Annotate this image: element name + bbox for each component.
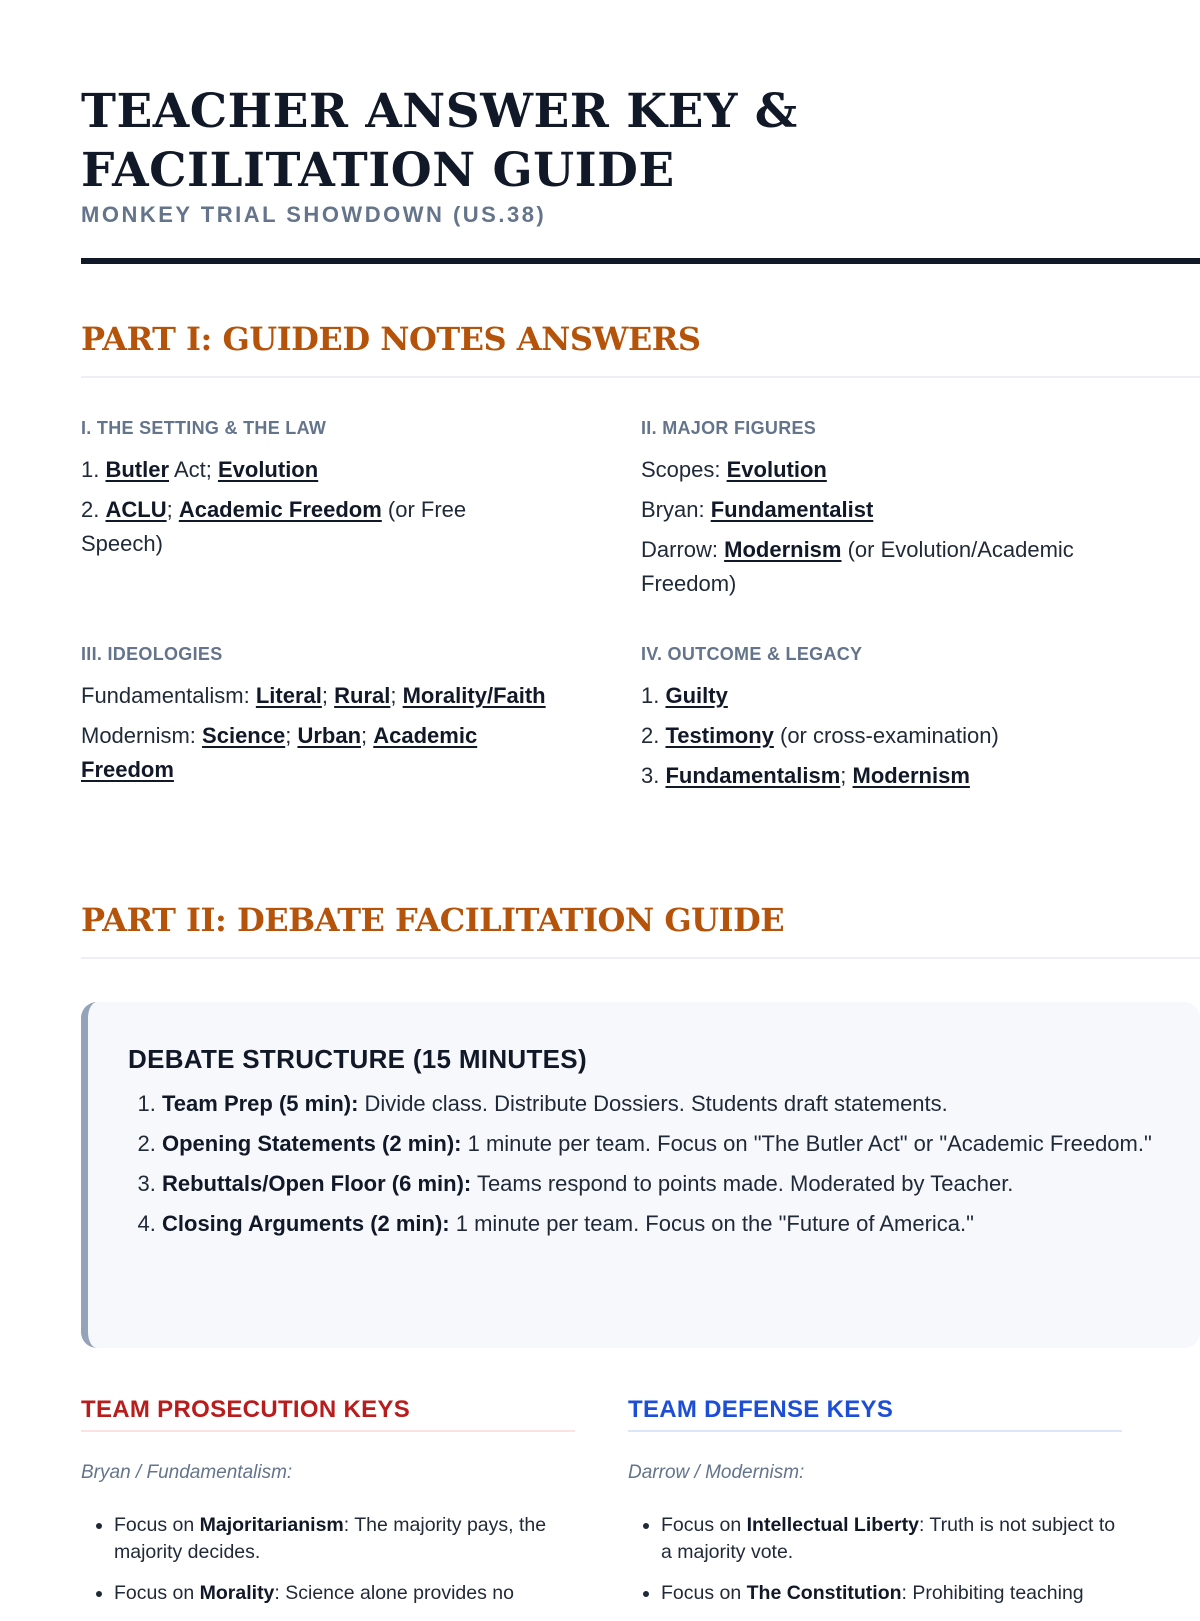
answer-line: [81, 719, 551, 787]
step-label: Team Prep (5 min):: [162, 1091, 359, 1116]
section-figures: [641, 418, 1111, 607]
answer-line: [641, 453, 1111, 487]
section-ideologies: [81, 644, 551, 793]
answer-term: Butler: [105, 457, 170, 482]
answer-term: Modernism: [852, 763, 970, 788]
page-subtitle: MONKEY TRIAL SHOWDOWN (US.38): [81, 202, 547, 227]
answer-label: Fundamentalism:: [81, 683, 256, 708]
point-text: : Truth is not subject to a majority vote.: [661, 1514, 1116, 1563]
answer-line: [81, 453, 551, 487]
answer-term: Urban: [297, 723, 362, 748]
answer-text: Act;: [169, 457, 218, 482]
debate-step: [162, 1127, 1156, 1161]
answer-label: Bryan:: [641, 497, 711, 522]
list-item: [114, 1580, 575, 1607]
answer-text: (or Free Speech): [81, 497, 467, 556]
separator: ;: [361, 723, 374, 748]
defense-keys: [628, 1396, 1122, 1621]
answer-term: Modernism: [724, 537, 842, 562]
point-key: Morality: [199, 1582, 275, 1604]
step-text: Teams respond to points made. Moderated by Teacher.: [471, 1171, 1014, 1196]
answer-term: ACLU: [105, 497, 167, 522]
debate-step: [162, 1167, 1156, 1201]
section-setting: [81, 418, 551, 567]
page-title: TEACHER ANSWER KEY & FACILITATION GUIDE: [81, 84, 798, 198]
answer-term: Literal: [255, 683, 322, 708]
defense-points: [628, 1512, 1122, 1607]
answer-line: [641, 493, 1111, 527]
section-outcome: [641, 644, 1111, 799]
part-two-divider: [81, 957, 1200, 959]
point-key: Intellectual Liberty: [746, 1514, 919, 1536]
part-one-heading: PART I: GUIDED NOTES ANSWERS: [81, 320, 701, 358]
answer-label: Modernism:: [81, 723, 203, 748]
answer-label: Darrow:: [641, 537, 725, 562]
step-text: Divide class. Distribute Dossiers. Students draft statements.: [358, 1091, 948, 1116]
answer-label: Scopes:: [641, 457, 727, 482]
prosecution-heading: TEAM PROSECUTION KEYS: [81, 1396, 575, 1432]
point-prefix: Focus on: [661, 1582, 747, 1604]
answer-term: Academic Freedom: [178, 497, 382, 522]
answer-line: [81, 493, 551, 561]
title-divider: [81, 258, 1200, 264]
answer-term: Evolution: [217, 457, 319, 482]
defense-heading: TEAM DEFENSE KEYS: [628, 1396, 1122, 1432]
guided-notes-grid: [81, 418, 1100, 818]
section-heading: IV. OUTCOME & LEGACY: [641, 644, 863, 664]
section-heading: III. IDEOLOGIES: [81, 644, 223, 664]
point-key: Majoritarianism: [199, 1514, 344, 1536]
point-prefix: Focus on: [114, 1582, 200, 1604]
answer-term: Guilty: [665, 683, 728, 708]
answer-term: Rural: [334, 683, 391, 708]
separator: ;: [321, 683, 335, 708]
point-prefix: Focus on: [114, 1514, 200, 1536]
answer-term: Morality/Faith: [402, 683, 546, 708]
answer-term: Fundamentalism: [665, 763, 841, 788]
debate-structure-box: [81, 1002, 1200, 1348]
debate-step: [162, 1207, 1156, 1241]
separator: ;: [285, 723, 298, 748]
prosecution-keys: [81, 1396, 575, 1621]
answer-line: [641, 679, 1111, 713]
point-key: The Constitution: [746, 1582, 902, 1604]
line-number: 2.: [641, 723, 660, 748]
list-item: [661, 1580, 1122, 1607]
answer-line: [641, 533, 1111, 601]
answer-term: Fundamentalist: [710, 497, 874, 522]
prosecution-subheading: Bryan / Fundamentalism:: [81, 1462, 293, 1483]
answer-text: (or Evolution/Academic Freedom): [641, 537, 1074, 596]
step-text: 1 minute per team. Focus on "The Butler Act" or "Academic Freedom.": [461, 1131, 1152, 1156]
answer-term: Science: [202, 723, 286, 748]
answer-term: Testimony: [665, 723, 774, 748]
debate-structure-title: DEBATE STRUCTURE (15 MINUTES): [128, 1044, 587, 1074]
debate-step: [162, 1087, 1156, 1121]
section-heading: II. MAJOR FIGURES: [641, 418, 817, 438]
line-number: 3.: [641, 763, 660, 788]
line-number: 1.: [641, 683, 660, 708]
step-label: Rebuttals/Open Floor (6 min):: [162, 1171, 472, 1196]
answer-line: [641, 719, 1111, 753]
separator: ;: [390, 683, 403, 708]
step-label: Opening Statements (2 min):: [162, 1131, 462, 1156]
answer-term: Academic Freedom: [81, 723, 478, 782]
answer-text: (or cross-examination): [773, 723, 999, 748]
line-number: 1.: [81, 457, 100, 482]
point-text: : Science alone provides no: [274, 1582, 514, 1604]
prosecution-points: [81, 1512, 575, 1607]
list-item: [661, 1512, 1122, 1566]
part-two-heading: PART II: DEBATE FACILITATION GUIDE: [81, 901, 785, 939]
line-number: 2.: [81, 497, 100, 522]
point-text: : The majority pays, the majority decides.: [114, 1514, 547, 1563]
part-one-divider: [81, 376, 1200, 378]
answer-line: [81, 679, 551, 713]
step-text: 1 minute per team. Focus on the "Future of America.": [449, 1211, 974, 1236]
debate-steps-list: [128, 1087, 1156, 1241]
step-label: Closing Arguments (2 min):: [162, 1211, 450, 1236]
point-prefix: Focus on: [661, 1514, 747, 1536]
answer-text: ;: [166, 497, 179, 522]
separator: ;: [840, 763, 853, 788]
defense-subheading: Darrow / Modernism:: [628, 1462, 805, 1483]
point-text: : Prohibiting teaching: [901, 1582, 1084, 1604]
answer-line: [641, 759, 1111, 793]
answer-term: Evolution: [726, 457, 827, 482]
list-item: [114, 1512, 575, 1566]
section-heading: I. THE SETTING & THE LAW: [81, 418, 327, 438]
